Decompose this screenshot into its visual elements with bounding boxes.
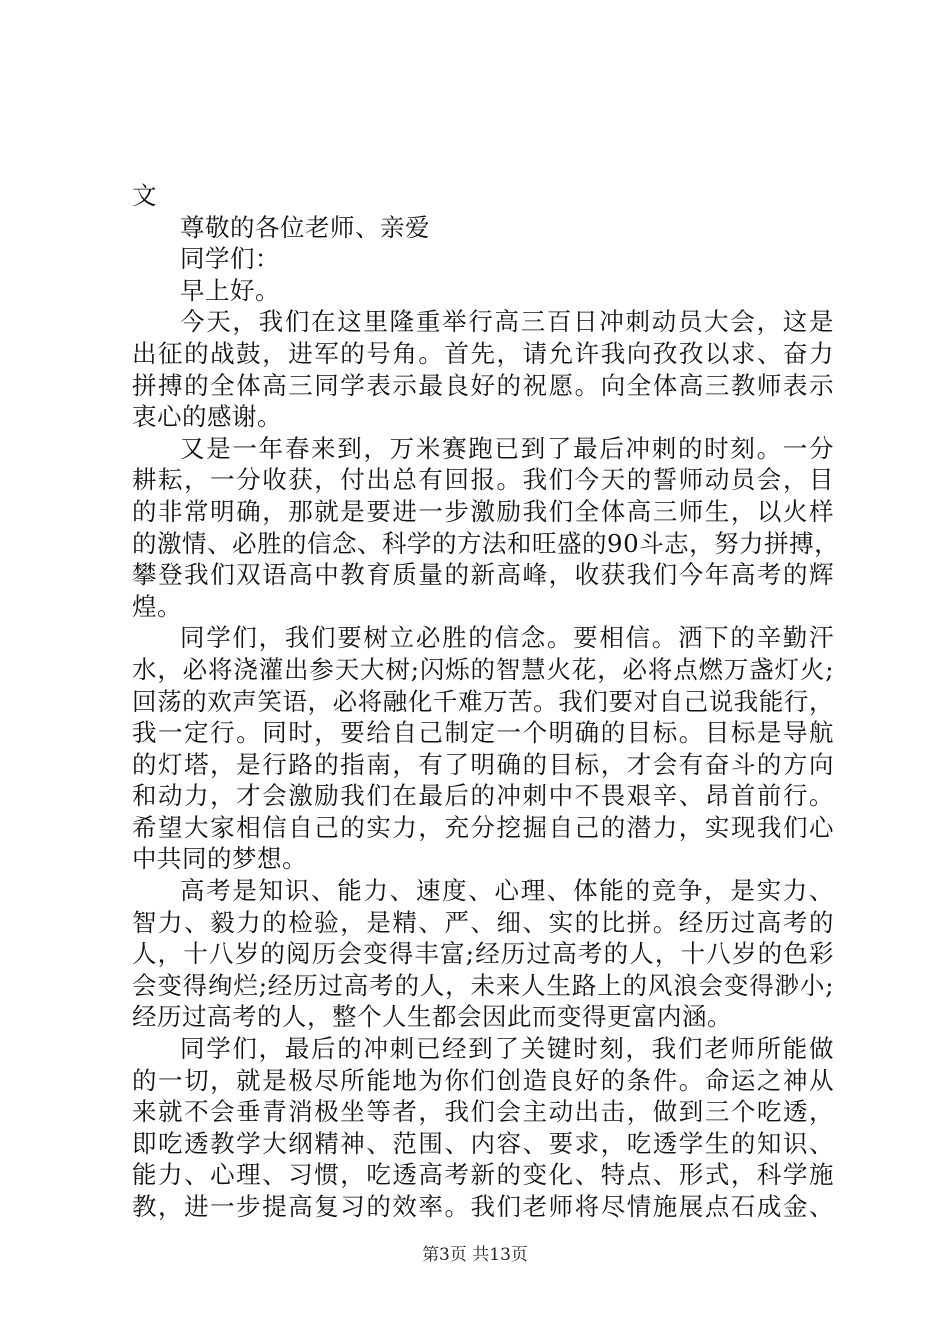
- text-line: 衷心的感谢。: [132, 402, 282, 432]
- text-line: 经历过高考的人，整个人生都会因此而变得更富内涵。: [132, 1002, 732, 1032]
- text-line: 同学们，最后的冲刺已经到了关键时刻，我们老师所能做: [180, 1034, 834, 1064]
- text-line: 攀登我们双语高中教育质量的新高峰，收获我们今年高考的辉: [132, 560, 834, 590]
- text-line: 尊敬的各位老师、亲爱: [180, 212, 430, 242]
- text-line: 高考是知识、能力、速度、心理、体能的竞争，是实力、: [180, 876, 834, 906]
- text-line: 煌。: [132, 591, 182, 621]
- page-footer: 第3页 共13页: [422, 1245, 528, 1265]
- text-line: 的非常明确，那就是要进一步激励我们全体高三师生，以火样: [132, 496, 834, 526]
- text-line: 来就不会垂青消极坐等者，我们会主动出击，做到三个吃透，: [132, 1097, 834, 1127]
- text-line: 智力、毅力的检验，是精、严、细、实的比拼。经历过高考的: [132, 907, 834, 937]
- text-line: 同学们，我们要树立必胜的信念。要相信。洒下的辛勤汗: [180, 623, 834, 653]
- text-line: 早上好。: [180, 275, 280, 305]
- text-line: 出征的战鼓，进军的号角。首先，请允许我向孜孜以求、奋力: [132, 338, 834, 368]
- text-line: 我一定行。同时，要给自己制定一个明确的目标。目标是导航: [132, 718, 834, 748]
- text-line: 教，进一步提高复习的效率。我们老师将尽情施展点石成金、: [132, 1192, 834, 1221]
- text-line: 人，十八岁的阅历会变得丰富;经历过高考的人，十八岁的色彩: [132, 939, 834, 969]
- text-line: 文: [132, 181, 157, 210]
- text-line: 水，必将浇灌出参天大树;闪烁的智慧火花，必将点燃万盏灯火;: [132, 654, 834, 684]
- text-line: 回荡的欢声笑语，必将融化千难万苦。我们要对自己说我能行，: [132, 686, 834, 716]
- text-line: 的激情、必胜的信念、科学的方法和旺盛的90斗志，努力拼搏，: [132, 528, 840, 558]
- text-line: 和动力，才会激励我们在最后的冲刺中不畏艰辛、昂首前行。: [132, 781, 834, 811]
- text-line: 能力、心理、习惯，吃透高考新的变化、特点、形式，科学施: [132, 1160, 834, 1190]
- text-line: 希望大家相信自己的实力，充分挖掘自己的潜力，实现我们心: [132, 812, 834, 842]
- text-line: 会变得绚烂;经历过高考的人，未来人生路上的风浪会变得渺小;: [132, 970, 834, 1000]
- text-line: 的灯塔，是行路的指南，有了明确的目标，才会有奋斗的方向: [132, 749, 834, 779]
- body-text: [132, 180, 840, 1223]
- text-line: 拼搏的全体高三同学表示最良好的祝愿。向全体高三教师表示: [132, 370, 834, 400]
- text-line: 的一切，就是极尽所能地为你们创造良好的条件。命运之神从: [132, 1065, 834, 1095]
- text-line: 同学们：: [180, 244, 280, 274]
- text-line: 又是一年春来到，万米赛跑已到了最后冲刺的时刻。一分: [180, 433, 834, 463]
- text-line: 耕耘，一分收获，付出总有回报。我们今天的誓师动员会，目: [132, 465, 834, 495]
- text-line: 今天，我们在这里隆重举行高三百日冲刺动员大会，这是: [180, 307, 834, 337]
- text-line: 中共同的梦想。: [132, 844, 307, 874]
- text-line: 即吃透教学大纲精神、范围、内容、要求，吃透学生的知识、: [132, 1128, 834, 1158]
